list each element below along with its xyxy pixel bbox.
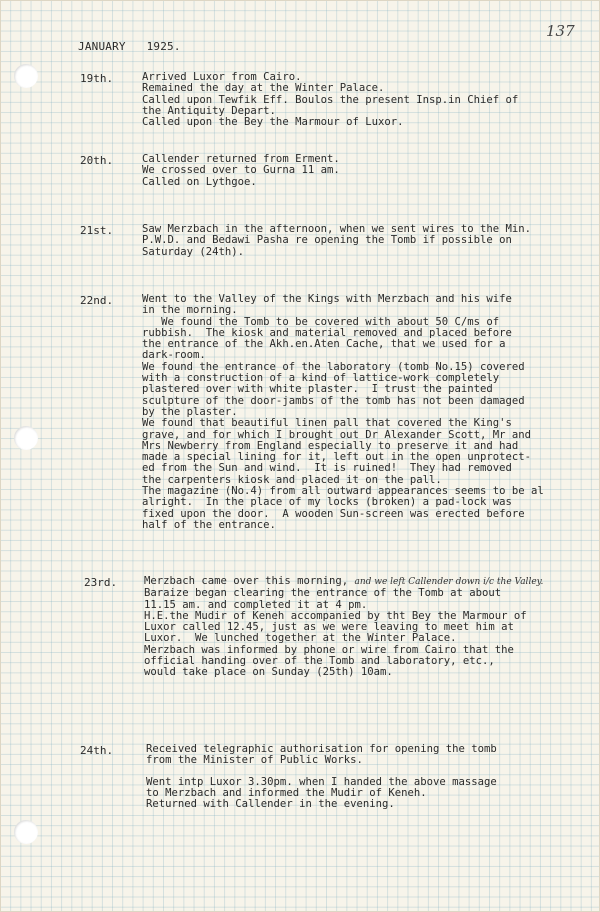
entry-line: to Merzbach and informed the Mudir of Keneh.	[146, 786, 427, 799]
entry-line: Called upon the Bey the Marmour of Luxor.	[142, 116, 404, 129]
entry-date: 20th.	[80, 154, 114, 167]
entry-line: the Antiquity Depart.	[142, 104, 276, 117]
punch-hole	[14, 426, 38, 450]
entry-line: grave, and for which I brought out Dr Alexander Scott, Mr and	[142, 428, 532, 441]
entry-line: would take place on Sunday (25th) 10am.	[144, 666, 393, 679]
entry-line: P.W.D. and Bedawi Pasha re opening the Tomb if possible on	[142, 234, 512, 247]
entry-line-typed: Merzbach came over this morning,	[144, 575, 349, 587]
entry-line: We found the Tomb to be covered with about 50 C/ms of	[142, 315, 500, 328]
entry-line: fixed upon the door. A wooden Sun-screen was erected before	[142, 507, 525, 520]
entry-line: sculpture of the door-jambs of the tomb has not been damaged	[142, 394, 525, 407]
entry-line: We found the entrance of the laboratory (tomb No.15) covered	[142, 360, 525, 373]
entry-line: Callender returned from Erment.	[142, 153, 340, 165]
page-header	[78, 40, 195, 53]
entry-line: with a construction of a kind of lattice-work completely	[142, 372, 500, 385]
entry-line: made a special lining for it, left out in the open unprotect-	[142, 451, 532, 464]
entry-line: Remained the day at the Winter Palace.	[142, 82, 385, 95]
entry-line: Went to the Valley of the Kings with Merzbach and his wife	[142, 293, 512, 305]
header-year: 1925.	[146, 40, 181, 53]
entry-line: by the plaster.	[142, 405, 238, 418]
entry-line: 11.15 am. and completed it at 4 pm.	[144, 598, 368, 611]
entry-text	[146, 744, 578, 810]
entry-line: We crossed over to Gurna 11 am.	[142, 164, 340, 177]
entry-date: 23rd.	[84, 576, 118, 589]
entry-line: Arrived Luxor from Cairo.	[142, 71, 302, 83]
entry-line: dark-room.	[142, 349, 206, 362]
entry-line: alright. In the place of my locks (broken) a pad-lock was	[142, 496, 512, 509]
entry-line: rubbish. The kiosk and material removed and placed before	[142, 326, 512, 339]
entry-line: the carpenters kiosk and placed it on the pall.	[142, 473, 442, 486]
header-month: JANUARY	[78, 40, 126, 53]
punch-hole	[14, 64, 38, 88]
entry-line: Baraize began clearing the entrance of the Tomb at about	[144, 587, 502, 600]
entry-date: 22nd.	[80, 294, 114, 307]
entry-text	[142, 294, 574, 531]
entry-line: the entrance of the Akh.en.Aten Cache, that we used for a	[142, 338, 506, 351]
entry-line: official handing over of the Tomb and laboratory, etc.,	[144, 655, 495, 668]
punch-hole	[14, 820, 38, 844]
entry-text	[142, 224, 574, 258]
entry-line: plastered over with white plaster. I trust the painted	[142, 383, 493, 396]
entry-date: 24th.	[80, 744, 114, 757]
entry-line: Merzbach was informed by phone or wire from Cairo that the	[144, 643, 514, 656]
entry-line: ed from the Sun and wind. It is ruined! They had removed	[142, 462, 512, 475]
entry-line: Saturday (24th).	[142, 245, 245, 258]
entry-text	[144, 576, 594, 679]
entry-line: Returned with Callender in the evening.	[146, 798, 395, 811]
entry-line: Went intp Luxor 3.30pm. when I handed the above massage	[146, 775, 497, 788]
entry-line: H.E.the Mudir of Keneh accompanied by tht Bey the Marmour of	[144, 609, 527, 622]
entry-line: The magazine (No.4) from all outward appearances seems to be al	[142, 485, 544, 498]
entry-text	[142, 72, 574, 128]
entry-line: Luxor. We lunched together at the Winter Palace.	[144, 632, 457, 645]
entry-line: Called on Lythgoe.	[142, 175, 257, 188]
entry-line: Saw Merzbach in the afternoon, when we sent wires to the Min.	[142, 223, 532, 235]
entry-line: Called upon Tewfik Eff. Boulos the present Insp.in Chief of	[142, 93, 519, 106]
entry-text	[142, 154, 574, 188]
entry-line: Mrs Newberry from England especially to preserve it and had	[142, 439, 519, 452]
entry-date: 21st.	[80, 224, 114, 237]
entry-line: half of the entrance.	[142, 518, 276, 531]
entry-line: from the Minister of Public Works.	[146, 754, 363, 767]
entry-line: We found that beautiful linen pall that covered the King's	[142, 417, 512, 430]
entry-line: Luxor called 12.45, just as we were leaving to meet him at	[144, 621, 514, 634]
entry-line: Received telegraphic authorisation for opening the tomb	[146, 743, 497, 755]
entry-line: in the morning.	[142, 304, 238, 317]
page-number: 137	[546, 22, 575, 40]
handwritten-annotation: and we left Callender down i/c the Valley.	[354, 577, 544, 587]
entry-date: 19th.	[80, 72, 114, 85]
